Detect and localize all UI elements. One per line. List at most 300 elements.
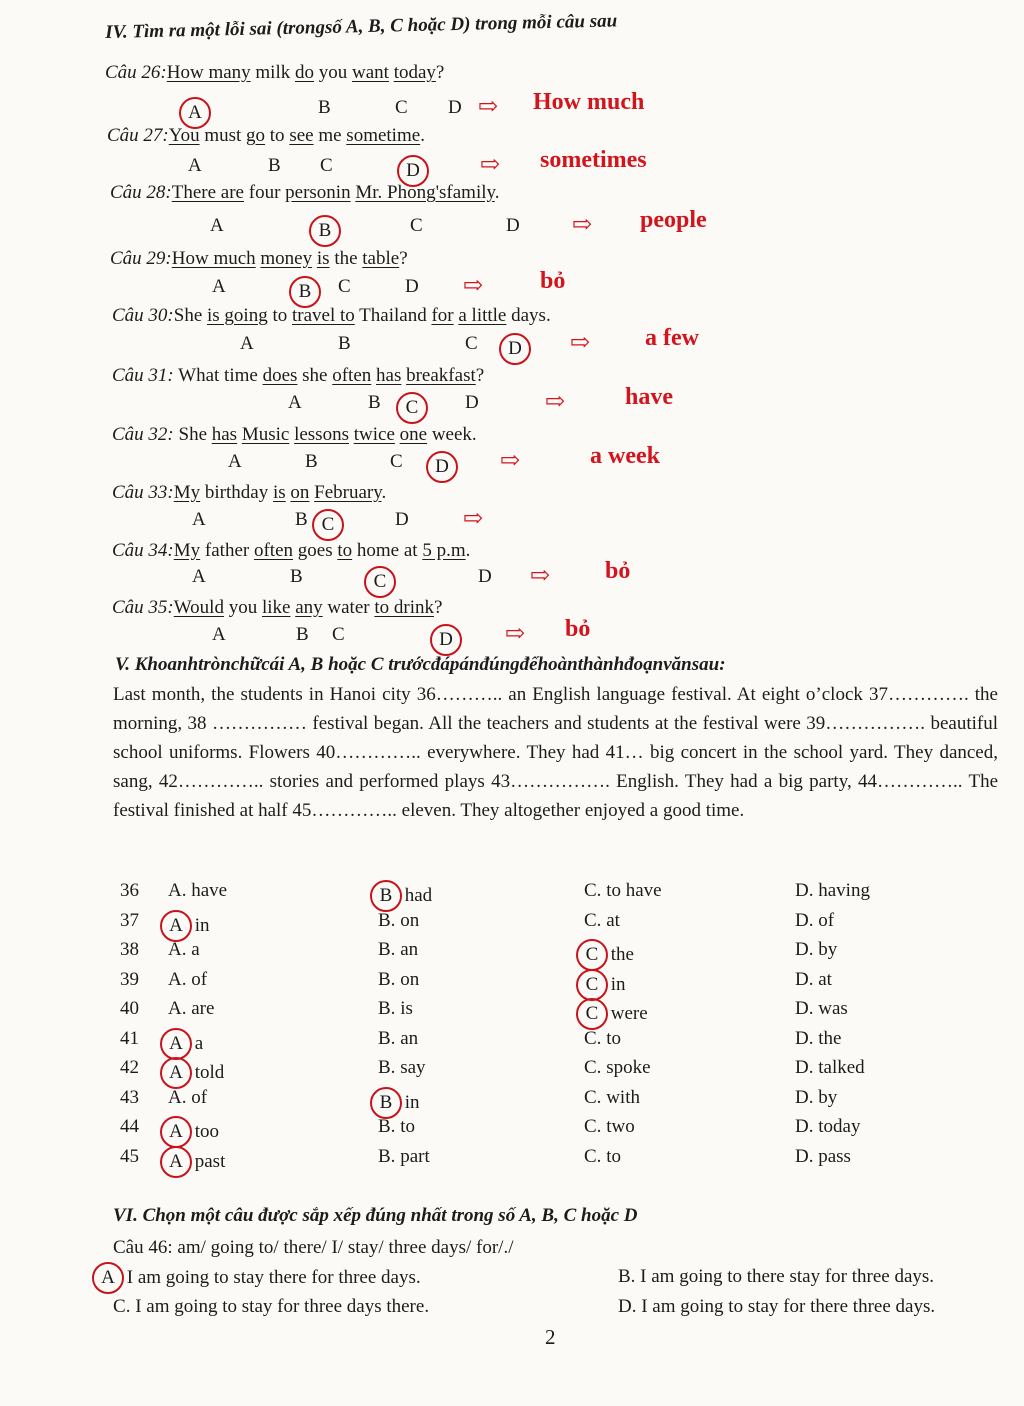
option-text: having [813, 880, 870, 901]
option-d [795, 1146, 851, 1168]
letter: C [320, 155, 333, 176]
option-letter: B. [378, 998, 396, 1019]
question-text-part: you [223, 597, 262, 618]
option-d [795, 1116, 860, 1138]
option-text: by [813, 939, 838, 960]
answer-circle: A [179, 97, 211, 129]
option-text: is [395, 998, 413, 1019]
letter: B [368, 392, 381, 413]
option-letter-c [338, 276, 351, 298]
option-letter-d [395, 509, 409, 531]
option-text: were [606, 1003, 648, 1024]
option-letter: B. [378, 909, 396, 931]
row-number: 44 [120, 1116, 139, 1137]
option-c [584, 1146, 621, 1168]
arrow-icon: ⇨ [505, 621, 526, 647]
option-b [378, 880, 432, 912]
question-text-part: There are [171, 182, 244, 203]
answer-circle: C [396, 392, 428, 424]
arrow-icon: ⇨ [500, 448, 521, 474]
question-27 [107, 125, 425, 147]
option-letter-b [368, 392, 381, 414]
option-letter-d [465, 392, 479, 414]
option-letter-b [296, 624, 309, 646]
option-letter-a [212, 276, 226, 298]
section-6-heading: VI. Chọn một câu được sắp xếp đúng nhất trong số A, B, C hoặc D [113, 1205, 638, 1226]
option-letter-a [192, 566, 206, 588]
option-letter: D. [795, 1145, 814, 1167]
option-text: are [186, 998, 215, 1019]
option-a [168, 1087, 207, 1109]
arrow-icon: ⇨ [572, 212, 593, 238]
option-a-46 [92, 1262, 421, 1294]
question-text-part: any [295, 597, 323, 618]
answer-circle: C [312, 509, 344, 541]
question-31 [112, 365, 484, 387]
question-text-part: one [399, 424, 428, 445]
option-letter: C. [584, 1057, 602, 1078]
option-text: today [813, 1116, 861, 1137]
option-letter: A. [168, 968, 187, 990]
option-letter: B. [378, 939, 396, 960]
answer-circle: A [160, 1028, 192, 1060]
question-text-part: to [265, 125, 290, 146]
option-letter: D. [795, 909, 814, 931]
question-text-part: ? [433, 597, 443, 618]
row-number: 36 [120, 880, 139, 901]
answer-circle: D [499, 333, 531, 365]
option-text: have [186, 880, 228, 901]
row-number: 45 [120, 1145, 139, 1167]
question-text-part: breakfast [406, 365, 476, 386]
option-text: at [601, 909, 620, 931]
question-label: Câu 32: [112, 424, 174, 445]
option-letter-c [410, 215, 423, 237]
question-text-part: 5 p.m [422, 540, 466, 561]
question-26 [105, 62, 444, 84]
option-c [584, 1087, 640, 1109]
option-c [584, 969, 626, 1001]
option-letter-a [240, 333, 254, 355]
option-text: of [186, 1086, 208, 1108]
option-b [378, 1057, 426, 1079]
option-letter-b [315, 215, 341, 247]
option-letter: C. [584, 880, 602, 901]
question-text-part: on [290, 482, 310, 503]
option-text: at [813, 968, 832, 990]
option-letter-c [395, 97, 408, 119]
question-text-part: . [381, 482, 387, 503]
letter: A [210, 215, 224, 236]
option-letter-a [210, 215, 224, 237]
option-c [584, 1028, 621, 1050]
option-letter-a [192, 509, 206, 531]
option-text: on [395, 968, 420, 990]
answer-circle: C [576, 998, 608, 1030]
question-text-part: She [173, 424, 212, 445]
arrow-icon: ⇨ [480, 152, 501, 178]
answer-circle: B [289, 276, 321, 308]
option-text: had [400, 885, 433, 906]
answer-circle: B [370, 1087, 402, 1119]
option-letter: D. [795, 1027, 814, 1049]
question-text-part: today [393, 62, 436, 83]
option-text: of [813, 909, 835, 931]
question-text-part: How much [171, 248, 256, 269]
row-number-cell [120, 1057, 139, 1079]
arrow-icon: ⇨ [530, 563, 551, 589]
option-a [168, 880, 227, 902]
option-letter-c [465, 333, 478, 355]
correction-answer: have [625, 384, 673, 410]
letter: B [296, 624, 309, 645]
option-letter: B. [378, 968, 396, 990]
option-letter-b [318, 97, 331, 119]
option-text: the [813, 1027, 842, 1049]
section-4-heading: IV. Tìm ra một lỗi sai (trongsố A, B, C hoặc D) trong mỗi câu sau [105, 10, 618, 43]
option-text: to [601, 1145, 621, 1167]
option-a [168, 1116, 219, 1148]
letter: A [192, 566, 206, 587]
option-letter: A. [168, 939, 187, 960]
option-a [168, 969, 207, 991]
question-text-part: to [337, 540, 353, 561]
row-number-cell [120, 1116, 139, 1138]
option-letter-c [320, 155, 333, 177]
option-d [795, 939, 837, 961]
answer-circle: D [426, 451, 458, 483]
letter: A [212, 624, 226, 645]
option-a [168, 1057, 224, 1089]
option-b [378, 998, 413, 1020]
option-text: part [395, 1145, 430, 1167]
correction-answer: bỏ [540, 268, 566, 294]
option-text: in [606, 973, 626, 995]
question-text-part: for [431, 305, 454, 326]
question-28 [110, 182, 500, 204]
option-letter: C. [584, 1116, 602, 1137]
correction-answer: bỏ [565, 616, 591, 642]
option-letter-d [478, 566, 492, 588]
arrow-icon: ⇨ [570, 330, 591, 356]
option-c [584, 910, 620, 932]
answer-circle: C [364, 566, 396, 598]
option-text: of [186, 968, 208, 990]
option-b [378, 939, 418, 961]
option-letter: B. [378, 1145, 396, 1167]
option-c [584, 880, 662, 902]
question-text-part: to drink [374, 597, 434, 618]
option-letter: A. [168, 880, 187, 901]
option-a [168, 1028, 203, 1060]
option-text: told [190, 1062, 225, 1083]
question-30 [112, 305, 551, 327]
question-label: Câu 29: [110, 248, 172, 269]
option-b [378, 910, 419, 932]
row-number: 39 [120, 968, 139, 990]
question-text-part: My [173, 482, 201, 503]
correction-answer: sometimes [540, 147, 647, 173]
letter: A [188, 155, 202, 176]
letter: A [228, 451, 242, 472]
question-label: Câu 28: [110, 182, 172, 203]
question-label: Câu 26: [105, 62, 167, 83]
question-text-part: twice [353, 424, 395, 445]
question-label: Câu 27: [107, 125, 169, 146]
letter: C [410, 215, 423, 236]
option-text: in [190, 914, 210, 936]
question-text-part: ? [475, 365, 485, 386]
correction-answer: How much [533, 89, 645, 115]
question-29 [110, 248, 408, 270]
letter: B [338, 333, 351, 354]
option-text: was [813, 998, 848, 1019]
question-text-part: is [272, 482, 286, 503]
option-text: the [606, 944, 634, 965]
page-number: 2 [545, 1325, 556, 1349]
option-letter-d [448, 97, 462, 119]
option-text: too [190, 1121, 220, 1142]
option-letter: C. [584, 1086, 602, 1108]
option-letter-d [506, 215, 520, 237]
option-b [378, 1087, 420, 1119]
question-text-part: personin [285, 182, 351, 203]
letter: D [465, 392, 479, 413]
option-c-text: . I am going to stay for three days there. [125, 1296, 430, 1317]
option-letter-d [432, 451, 458, 483]
answer-circle: D [430, 624, 462, 656]
question-text-part: Music [241, 424, 290, 445]
question-text-part: week. [427, 424, 477, 445]
answer-circle: C [576, 939, 608, 971]
option-letter: D. [795, 1116, 814, 1137]
option-letter-c [332, 624, 345, 646]
question-text-part: water [322, 597, 375, 618]
letter: C [465, 333, 478, 354]
row-number-cell [120, 998, 139, 1020]
letter: D [405, 276, 419, 297]
option-c [584, 939, 634, 971]
option-letter-c [402, 392, 428, 424]
arrow-icon: ⇨ [478, 94, 499, 120]
question-32 [112, 424, 477, 446]
option-letter: A. [168, 1086, 187, 1108]
letter: B [305, 451, 318, 472]
question-text-part: money [260, 248, 313, 269]
cloze-paragraph: Last month, the students in Hanoi city 36……….. an English language festival. At eight o’clock 37…………. the morning, 38 …………… festival began. All the teachers and students at the festival were 39……………. beautiful school uniforms. Flowers 40………….. everywhere. They had 41… big concert in the school yard. They danced, sang, 42………….. stories and performed plays 43……………. English. They had a big party, 44………….. The festival finished at half 45………….. eleven. They altogether enjoyed a good time. [113, 684, 998, 821]
option-letter: D. [795, 968, 814, 990]
option-text: to [395, 1116, 415, 1137]
option-letter-a [212, 624, 226, 646]
question-text-part: four [244, 182, 286, 203]
option-letter: C. [584, 909, 602, 931]
question-label: Câu 31: [112, 365, 174, 386]
question-text-part: the [329, 248, 363, 269]
option-letter: B. [378, 1116, 396, 1137]
question-text-part: do [295, 62, 314, 83]
letter: C [390, 451, 403, 472]
question-text-part: . [465, 540, 471, 561]
question-text-part: must [199, 125, 247, 146]
correction-answer: a week [590, 443, 660, 469]
question-46: Câu 46: am/ going to/ there/ I/ stay/ three days/ for/./ [113, 1237, 514, 1258]
option-d [795, 880, 870, 902]
letter: B [290, 566, 303, 587]
option-text: past [190, 1150, 226, 1172]
option-text: a [190, 1032, 204, 1054]
option-b [378, 969, 419, 991]
option-b-46: B. I am going to there stay for three days. [618, 1266, 935, 1287]
option-letter-b [295, 509, 308, 531]
question-text-part: you [314, 62, 352, 83]
answer-circle: A [160, 910, 192, 942]
option-letter: D. [795, 939, 814, 960]
row-number: 42 [120, 1057, 139, 1078]
option-text: with [601, 1086, 640, 1108]
option-text: a [186, 939, 200, 960]
option-letter-b [305, 451, 318, 473]
question-text-part: a little [458, 305, 507, 326]
option-letter-c [318, 509, 344, 541]
option-text: an [395, 939, 419, 960]
question-text-part: days. [506, 305, 551, 326]
question-text-part: often [332, 365, 372, 386]
option-d [795, 1028, 841, 1050]
option-c-letter: C [113, 1296, 126, 1317]
letter: B [295, 509, 308, 530]
letter: C [338, 276, 351, 297]
option-text: by [813, 1086, 838, 1108]
option-b [378, 1028, 418, 1050]
option-letter: D. [795, 880, 814, 901]
option-text: spoke [601, 1057, 651, 1078]
option-d [795, 910, 834, 932]
arrow-icon: ⇨ [463, 506, 484, 532]
question-text-part: table [362, 248, 400, 269]
option-letter-d [436, 624, 462, 656]
question-text-part: birthday [200, 482, 273, 503]
option-c [584, 998, 648, 1030]
option-d [795, 1057, 865, 1079]
question-text-part: lessons [294, 424, 349, 445]
answer-circle: B [370, 880, 402, 912]
question-text-part: You [168, 125, 200, 146]
question-text-part: travel to [291, 305, 355, 326]
option-letter: B. [378, 1057, 396, 1078]
option-letter: D. [795, 998, 814, 1019]
option-d [795, 969, 832, 991]
question-text-part: has [376, 365, 402, 386]
correction-answer: people [640, 207, 707, 233]
row-number-cell [120, 939, 139, 961]
option-text: on [395, 909, 420, 931]
option-letter-b [295, 276, 321, 308]
option-a [168, 910, 210, 942]
question-text-part: Would [173, 597, 224, 618]
option-text: talked [813, 1057, 865, 1078]
question-text-part: milk [250, 62, 295, 83]
letter: A [192, 509, 206, 530]
row-number-cell [120, 1028, 139, 1050]
letter: D [448, 97, 462, 118]
row-number: 41 [120, 1027, 139, 1049]
option-text: pass [813, 1145, 851, 1167]
option-c [584, 1057, 651, 1079]
answer-circle: A [160, 1057, 192, 1089]
row-number: 37 [120, 909, 139, 931]
letter: B [268, 155, 281, 176]
option-text: two [601, 1116, 635, 1137]
option-text: to have [601, 880, 662, 901]
question-text-part: often [253, 540, 294, 561]
letter: A [240, 333, 254, 354]
option-a [168, 1146, 225, 1178]
option-letter: C. [584, 1027, 602, 1049]
option-letter-a [288, 392, 302, 414]
option-c-46 [113, 1296, 429, 1318]
option-b [378, 1146, 430, 1168]
arrow-icon: ⇨ [545, 389, 566, 415]
answer-circle: D [397, 155, 429, 187]
question-34 [112, 540, 470, 562]
option-letter: B. [378, 1027, 396, 1049]
option-text: say [395, 1057, 426, 1078]
question-text-part: What time [173, 365, 263, 386]
question-33 [112, 482, 386, 504]
question-text-part: sometime [346, 125, 421, 146]
option-a [168, 998, 214, 1020]
row-number-cell [120, 910, 139, 932]
option-letter-c [370, 566, 396, 598]
option-b [378, 1116, 415, 1138]
letter: A [212, 276, 226, 297]
question-text-part: February [314, 482, 382, 503]
row-number-cell [120, 969, 139, 991]
answer-circle: A [92, 1262, 124, 1294]
arrow-icon: ⇨ [463, 273, 484, 299]
option-a-text: I am going to stay there for three days. [126, 1267, 421, 1288]
row-number-cell [120, 1087, 139, 1109]
question-text-part: is going [207, 305, 268, 326]
question-text-part: is [316, 248, 330, 269]
question-text-part: see [289, 125, 314, 146]
option-letter-b [338, 333, 351, 355]
option-letter-c [390, 451, 403, 473]
answer-circle: B [309, 215, 341, 247]
section-5-heading: V. Khoanhtrònchữcái A, B hoặc C trướcđápánđúngđểhoànthànhđoạnvănsau: [115, 654, 726, 675]
question-text-part: ? [435, 62, 445, 83]
question-text-part: father [200, 540, 254, 561]
option-letter: D. [795, 1057, 814, 1078]
option-letter-a [228, 451, 242, 473]
row-number-cell [120, 880, 139, 902]
correction-answer: bỏ [605, 558, 631, 584]
question-text-part: My [173, 540, 201, 561]
answer-circle: A [160, 1116, 192, 1148]
question-text-part: . [420, 125, 425, 146]
question-label: Câu 35: [112, 597, 174, 618]
row-number: 38 [120, 939, 139, 960]
question-label: Câu 34: [112, 540, 174, 561]
correction-answer: a few [645, 325, 699, 351]
question-text-part: ? [399, 248, 408, 269]
letter: B [318, 97, 331, 118]
question-text-part: How many [166, 62, 251, 83]
option-text: an [395, 1027, 419, 1049]
letter: D [506, 215, 520, 236]
option-d-46: D. I am going to stay for there three days. [618, 1296, 936, 1317]
option-d [795, 1087, 837, 1109]
